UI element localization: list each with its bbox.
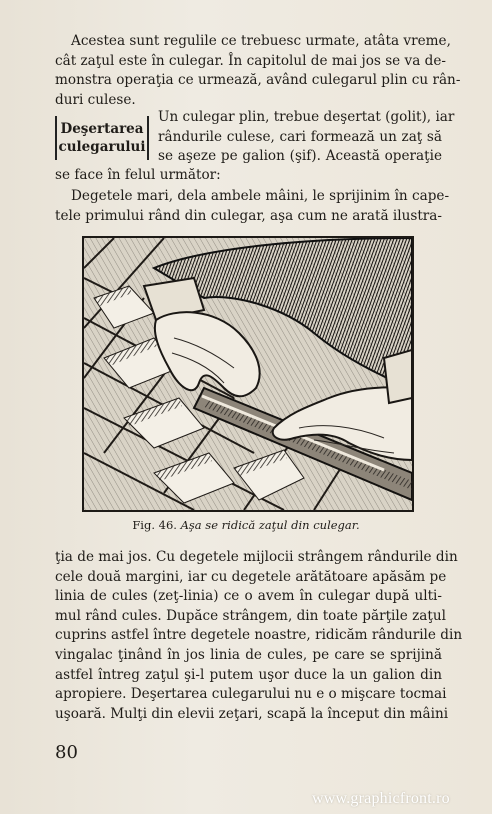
text-line: Un culegar plin, trebue deşertat (golit), iar <box>158 109 455 125</box>
figure-caption-text: Aşa se ridică zaţul din culegar. <box>180 518 360 532</box>
page-number: 80 <box>55 742 78 763</box>
text-line: Acestea sunt regulile ce trebuesc urmate, atâta vreme, <box>71 33 451 49</box>
engraving-illustration <box>84 238 412 510</box>
text-line: astfel întreg zaţul şi-l putem uşor duce la un galion din <box>55 666 442 683</box>
text-line: ţia de mai jos. Cu degetele mijlocii strângem rândurile din <box>55 549 458 565</box>
figure-caption <box>0 518 492 532</box>
text-line: duri culese. <box>55 91 136 108</box>
text-line: monstra operaţia ce urmează, având culegarul plin cu rân- <box>55 72 461 89</box>
text-line: mul rând cules. Dupăce strângem, din toate părţile zaţul <box>55 607 446 624</box>
watermark: www.graphicfront.ro <box>312 790 450 807</box>
side-heading-line: culegarului <box>58 139 146 155</box>
text-line: uşoară. Mulţi din elevii zeţari, scapă la început din mâini <box>55 705 449 722</box>
side-heading <box>55 116 149 160</box>
text-line: apropiere. Deşertarea culegarului nu e o mişcare tocmai <box>55 686 447 703</box>
figure-number: Fig. 46. <box>132 518 177 532</box>
paragraph-procedure <box>55 548 463 724</box>
text-line: cât zaţul este în culegar. În capitolul de mai jos se va de- <box>55 52 446 69</box>
text-line: cuprins astfel între degetele noastre, ridicăm rândurile din <box>55 627 463 644</box>
text-line: se face în felul următor: <box>55 167 221 183</box>
text-line: rândurile culese, cari formează un zaţ să <box>158 128 442 145</box>
text-line: vingalac ţinând în jos linia de cules, pe care se sprijină <box>55 646 442 663</box>
illustration-hands-composing-stick <box>82 236 414 512</box>
text-line: linia de cules (zeţ-linia) ce o avem în culegar după ulti- <box>55 588 442 605</box>
paragraph-thumbs <box>55 187 450 226</box>
text-line: tele primului rând din culegar, aşa cum ne arată ilustra- <box>55 207 442 224</box>
paragraph-rules <box>55 32 461 110</box>
side-heading-line: Deşertarea <box>60 121 144 137</box>
text-line: cele două margini, iar cu degetele arătătoare apăsăm pe <box>55 568 447 585</box>
paragraph-emptying-end <box>55 166 442 186</box>
paragraph-emptying <box>158 108 455 167</box>
text-line: se aşeze pe galion (şif). Această operaţie <box>158 148 442 165</box>
text-line: Degetele mari, dela ambele mâini, le sprijinim în cape- <box>71 188 450 204</box>
